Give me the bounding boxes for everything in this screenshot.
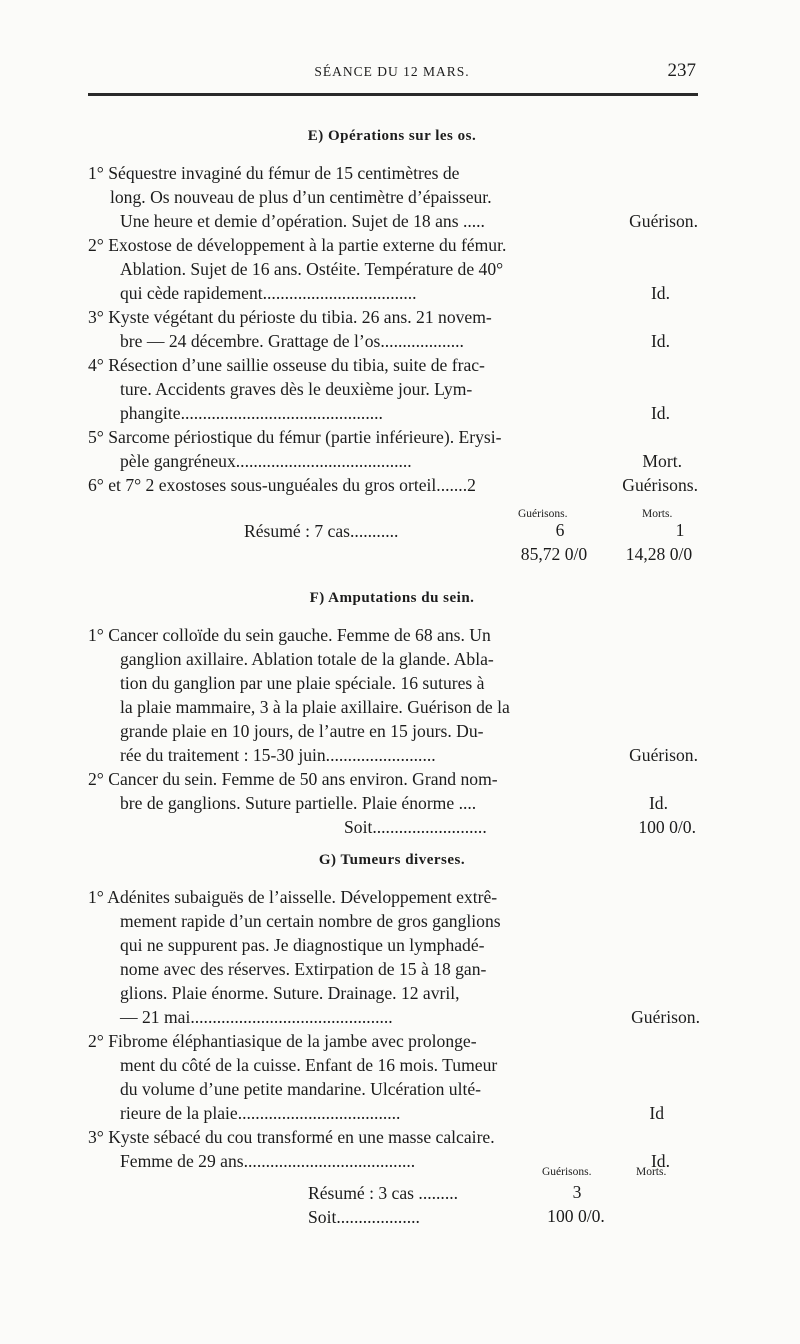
outcome-label: Guérison. — [631, 1007, 700, 1027]
outcome-label: Id. — [650, 403, 670, 423]
header-title: SÉANCE DU 12 MARS. — [314, 64, 470, 79]
text-line: ganglion axillaire. Ablation totale de la glande. Abla- — [120, 649, 494, 669]
text-line: Femme de 29 ans....................................... — [120, 1151, 416, 1171]
text-line: 2° Fibrome éléphantiasique de la jambe avec prolonge- — [88, 1031, 477, 1051]
text-line: 6° et 7° 2 exostoses sous-unguéales du gros orteil.......2 — [88, 475, 476, 495]
summary-soit-value: 100 0/0. — [547, 1206, 605, 1226]
summary-pct-guerisons: 85,72 0/0 — [520, 544, 588, 564]
outcome-label: Id. — [650, 283, 670, 303]
summary-soit-label: Soit................... — [308, 1207, 420, 1227]
outcome-label: Id. — [648, 793, 668, 813]
text-line: Ablation. Sujet de 16 ans. Ostéite. Température de 40° — [120, 259, 504, 279]
column-header-morts: Morts. — [642, 508, 673, 520]
text-line: rée du traitement : 15-30 juin......................... — [120, 745, 436, 765]
text-line: ture. Accidents graves dès le deuxième jour. Lym- — [120, 379, 473, 399]
section-e-title: E) Opérations sur les os. — [307, 128, 477, 144]
text-line: du volume d’une petite mandarine. Ulcération ulté- — [120, 1079, 482, 1099]
text-line: — 21 mai.............................................. — [120, 1007, 393, 1027]
summary-label: Résumé : 3 cas ......... — [308, 1183, 459, 1203]
outcome-label: Guérisons. — [622, 475, 698, 495]
text-line: bre — 24 décembre. Grattage de l’os................... — [120, 331, 464, 351]
text-line: glions. Plaie énorme. Suture. Drainage. 12 avril, — [120, 983, 460, 1003]
column-header-guerisons: Guérisons. — [518, 508, 568, 520]
text-line: 5° Sarcome périostique du fémur (partie inférieure). Erysi- — [88, 427, 502, 447]
column-header-guerisons: Guérisons. — [542, 1166, 592, 1178]
text-line: 1° Séquestre invaginé du fémur de 15 centimètres de — [88, 163, 460, 183]
text-line: 3° Kyste sébacé du cou transformé en une masse calcaire. — [88, 1127, 495, 1147]
outcome-label: Guérison. — [629, 745, 698, 765]
section-f-title: F) Amputations du sein. — [309, 590, 475, 606]
outcome-label: Id. — [650, 1151, 670, 1171]
text-line: 2° Cancer du sein. Femme de 50 ans environ. Grand nom- — [88, 769, 498, 789]
text-line: ment du côté de la cuisse. Enfant de 16 mois. Tumeur — [120, 1055, 498, 1075]
summary-guerisons: 6 — [555, 520, 565, 540]
text-line: 2° Exostose de développement à la partie externe du fémur. — [88, 235, 507, 255]
outcome-label: Guérison. — [629, 211, 698, 231]
text-line: pèle gangréneux........................................ — [120, 451, 412, 471]
outcome-label: Id. — [650, 331, 670, 351]
text-line: 3° Kyste végétant du périoste du tibia. 26 ans. 21 novem- — [88, 307, 492, 327]
text-line: phangite.............................................. — [120, 403, 383, 423]
text-line: grande plaie en 10 jours, de l’autre en 15 jours. Du- — [120, 721, 484, 741]
text-line: qui ne suppurent pas. Je diagnostique un lymphadé- — [120, 935, 485, 955]
summary-guerisons: 3 — [572, 1182, 582, 1202]
summary-label: Résumé : 7 cas........... — [244, 521, 399, 541]
running-header — [88, 62, 696, 86]
text-line: qui cède rapidement................................... — [120, 283, 417, 303]
text-line: 4° Résection d’une saillie osseuse du tibia, suite de frac- — [88, 355, 485, 375]
outcome-label: 100 0/0. — [638, 817, 696, 837]
text-line: mement rapide d’un certain nombre de gros ganglions — [120, 911, 501, 931]
text-line: Soit.......................... — [344, 817, 487, 837]
page-number: 237 — [667, 60, 696, 81]
text-line: rieure de la plaie..................................... — [120, 1103, 401, 1123]
summary-pct-morts: 14,28 0/0 — [625, 544, 693, 564]
column-header-morts: Morts. — [636, 1166, 667, 1178]
text-line: 1° Cancer colloïde du sein gauche. Femme de 68 ans. Un — [88, 625, 491, 645]
text-line: bre de ganglions. Suture partielle. Plaie énorme .... — [120, 793, 477, 813]
text-line: la plaie mammaire, 3 à la plaie axillaire. Guérison de la — [120, 697, 510, 717]
text-line: Une heure et demie d’opération. Sujet de 18 ans ..... — [120, 211, 485, 231]
text-line: nome avec des réserves. Extirpation de 15 à 18 gan- — [120, 959, 487, 979]
text-line: tion du ganglion par une plaie spéciale. 16 sutures à — [120, 673, 485, 693]
outcome-label: Mort. — [642, 451, 682, 471]
summary-morts: 1 — [675, 520, 685, 540]
section-g-title: G) Tumeurs diverses. — [318, 852, 466, 868]
text-line: 1° Adénites subaiguës de l’aisselle. Développement extrê- — [88, 887, 498, 907]
header-rule — [88, 93, 698, 96]
text-line: long. Os nouveau de plus d’un centimètre d’épaisseur. — [110, 187, 492, 207]
outcome-label: Id — [649, 1103, 664, 1123]
